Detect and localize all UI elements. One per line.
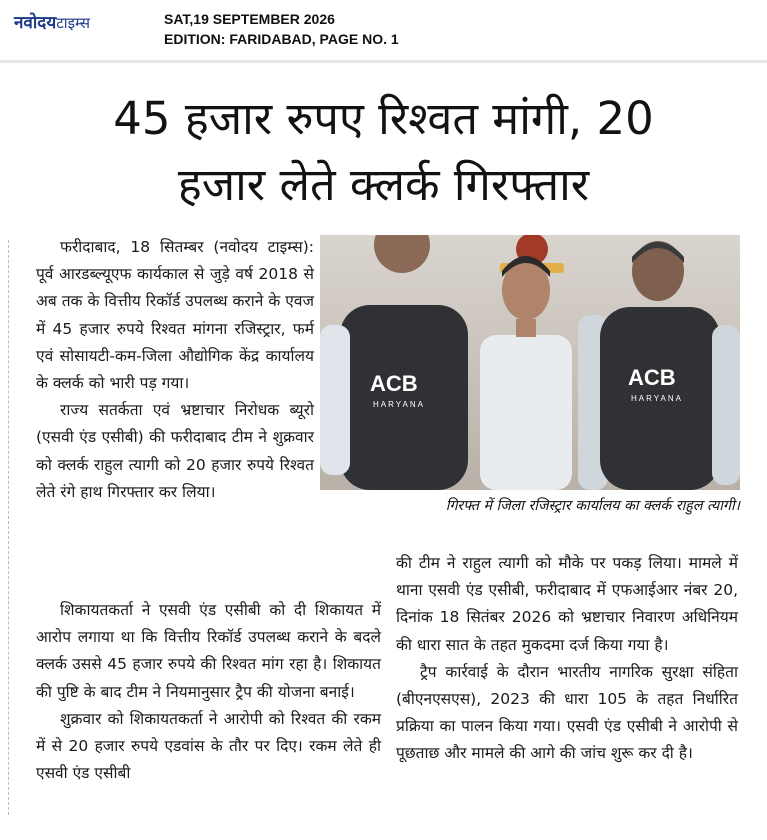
headline-line-1: 45 हजार रुपए रिश्वत मांगी, 20: [113, 92, 654, 145]
paragraph-2: राज्य सतर्कता एवं भ्रष्टाचार निरोधक ब्यूरो (एसवी एंड एसीबी) की फरीदाबाद टीम ने शुक्रवार को क्लर्क राहुल त्यागी को 20 हजार रुपये रिश्वत लेते रंगे हाथ गिरफ्तार कर लिया।: [36, 401, 314, 501]
article-column-right: [396, 550, 738, 768]
article-headline: [10, 86, 757, 218]
photo-caption: गिरफ्त में जिला रजिस्ट्रार कार्यालय का क्लर्क राहुल त्यागी।: [445, 498, 740, 514]
column-edge: [8, 240, 10, 815]
right-vest-label: ACB: [628, 365, 676, 390]
paragraph-6: ट्रैप कार्रवाई के दौरान भारतीय नागरिक सुरक्षा संहिता (बीएनएसएस), 2023 की धारा 105 के तहत निर्धारित प्रक्रिया का पालन किया गया। एसवी एंड एसीबी ने आरोपी से पूछताछ और मामले की आगे की जांच शुरू कर दी है।: [396, 662, 738, 763]
headline-line-2: हजार लेते क्लर्क गिरफ्तार: [177, 158, 590, 211]
edition-line: EDITION: FARIDABAD, PAGE NO. 1: [164, 31, 399, 47]
right-vest-sublabel: HARYANA: [631, 394, 683, 403]
paragraph-5: की टीम ने राहुल त्यागी को मौके पर पकड़ लिया। मामले में थाना एसवी एंड एसीबी, फरीदाबाद में एफआईआर नंबर 20, दिनांक 18 सितंबर 2026 को भ्रष्टाचार निवारण अधिनियम की धारा सात के तहत मुकदमा दर्ज किया गया है।: [396, 554, 738, 654]
paragraph-1: फरीदाबाद, 18 सितम्बर (नवोदय टाइम्स): पूर्व आरडब्ल्यूएफ कार्यकाल से जुड़े वर्ष 2018 से अब तक के वित्तीय रिकॉर्ड उपलब्ध कराने के एवज में 45 हजार रुपये रिश्वत मांगना रजिस्ट्रार, फर्म एवं सोसायटी-कम-जिला औद्योगिक केंद्र कार्यालय के क्लर्क को भारी पड़ गया।: [36, 238, 314, 393]
center-person-shirt: [480, 335, 572, 490]
date-line: SAT,19 SEPTEMBER 2026: [164, 11, 335, 27]
news-photo: [320, 235, 740, 490]
paragraph-3: शिकायतकर्ता ने एसवी एंड एसीबी को दी शिकायत में आरोप लगाया था कि वित्तीय रिकॉर्ड उपलब्ध कराने के बदले क्लर्क उससे 45 हजार रुपये की रिश्वत मांग रहा है। शिकायत की पुष्टि के बाद टीम ने नियमानुसार ट्रैप की योजना बनाई।: [36, 601, 381, 701]
article-column-left: [36, 234, 314, 506]
article-column-left-lower: [36, 597, 381, 787]
arrest-photo-illustration: [320, 235, 740, 490]
left-vest-sublabel: HARYANA: [373, 400, 425, 409]
logo-part1: नवोदय: [14, 13, 57, 33]
logo-part2: टाइम्स: [56, 14, 91, 32]
edition-meta: [164, 9, 399, 49]
page-edge: [0, 60, 767, 63]
left-vest-label: ACB: [370, 371, 418, 396]
left-officer-vest: [340, 305, 468, 490]
newspaper-logo: [14, 10, 90, 33]
masthead: [0, 0, 767, 58]
paragraph-4: शुक्रवार को शिकायतकर्ता ने आरोपी को रिश्वत की रकम में से 20 हजार रुपये एडवांस के तौर पर दिए। रकम लेते ही एसवी एंड एसीबी: [36, 709, 381, 783]
